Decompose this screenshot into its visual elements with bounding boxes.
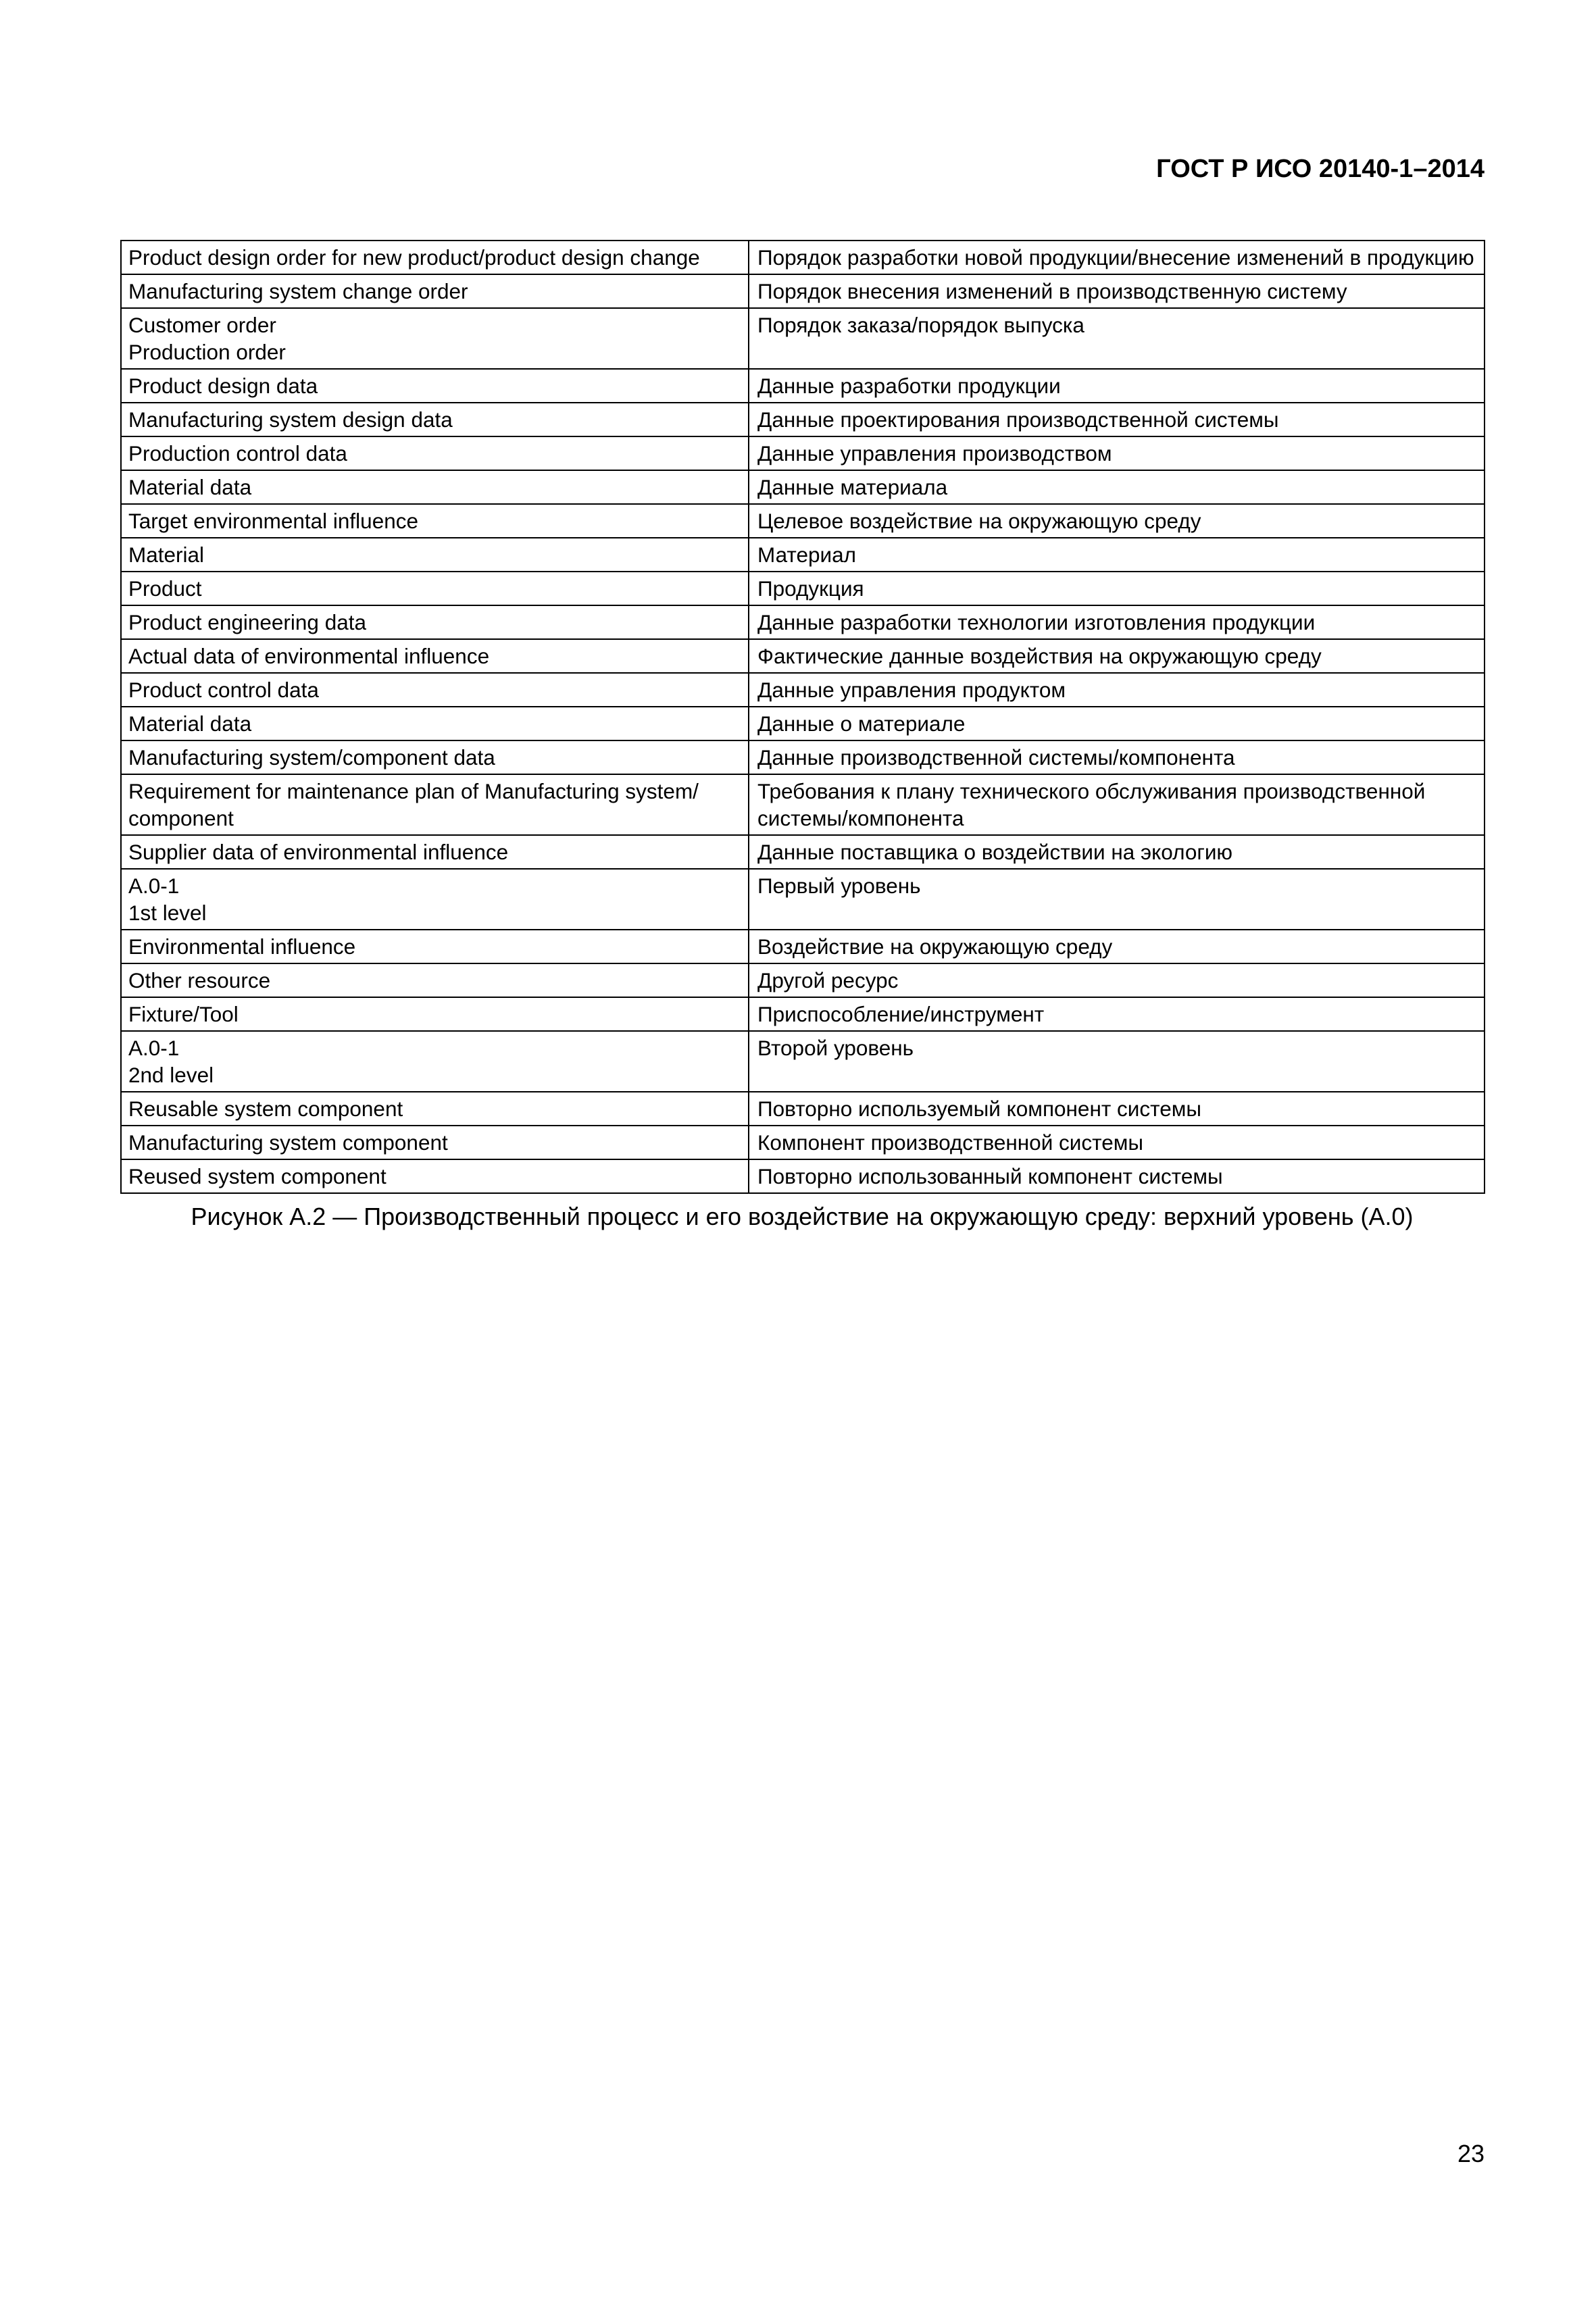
term-russian-cell <box>749 369 1485 403</box>
term-russian-text: Целевое воздействие на окружающую среду <box>757 509 1201 533</box>
term-english-cell <box>121 436 749 470</box>
term-russian-cell <box>749 930 1485 963</box>
table-row <box>121 1031 1485 1092</box>
table-row <box>121 538 1485 572</box>
table-row <box>121 308 1485 369</box>
term-english-text: Requirement for maintenance plan of Manufacturing system/ component <box>128 779 699 830</box>
term-russian-cell <box>749 241 1485 274</box>
term-russian-text: Воздействие на окружающую среду <box>757 934 1113 959</box>
term-russian-cell <box>749 740 1485 774</box>
term-russian-cell <box>749 1031 1485 1092</box>
term-russian-cell <box>749 869 1485 930</box>
standard-code-header: ГОСТ Р ИСО 20140-1–2014 <box>1156 155 1485 183</box>
term-english-text: Manufacturing system design data <box>128 407 453 432</box>
term-russian-text: Другой ресурс <box>757 968 899 992</box>
term-russian-text: Порядок внесения изменений в производственную систему <box>757 279 1347 303</box>
term-russian-cell <box>749 639 1485 673</box>
table-row <box>121 241 1485 274</box>
term-english-text: Supplier data of environmental influence <box>128 840 509 864</box>
term-english-cell <box>121 869 749 930</box>
term-russian-cell <box>749 572 1485 605</box>
term-russian-cell <box>749 504 1485 538</box>
term-english-cell <box>121 470 749 504</box>
term-english-cell <box>121 639 749 673</box>
term-english-cell <box>121 241 749 274</box>
term-russian-text: Повторно использованный компонент системы <box>757 1164 1223 1188</box>
term-english-cell <box>121 274 749 308</box>
term-russian-cell <box>749 997 1485 1031</box>
term-russian-text: Первый уровень <box>757 874 921 898</box>
term-russian-text: Требования к плану технического обслуживания производственной системы/компонента <box>757 779 1426 830</box>
term-english-text: Production control data <box>128 441 347 466</box>
term-english-text: A.0-1 1st level <box>128 874 207 925</box>
term-english-text: Material <box>128 543 205 567</box>
term-russian-cell <box>749 963 1485 997</box>
table-row <box>121 403 1485 436</box>
term-english-cell <box>121 369 749 403</box>
table-row <box>121 997 1485 1031</box>
term-russian-cell <box>749 538 1485 572</box>
term-english-cell <box>121 403 749 436</box>
term-english-text: Environmental influence <box>128 934 356 959</box>
term-english-text: Product <box>128 576 202 601</box>
term-russian-cell <box>749 1126 1485 1159</box>
figure-caption: Рисунок А.2 — Производственный процесс и его воздействие на окружающую среду: верхний уровень (А.0) <box>191 1203 1414 1230</box>
term-russian-text: Данные управления производством <box>757 441 1112 466</box>
term-english-text: Reused system component <box>128 1164 386 1188</box>
term-russian-text: Второй уровень <box>757 1036 914 1060</box>
table-row <box>121 470 1485 504</box>
term-russian-text: Данные управления продуктом <box>757 678 1066 702</box>
term-russian-cell <box>749 673 1485 707</box>
term-russian-text: Данные о материале <box>757 711 966 736</box>
table-row <box>121 436 1485 470</box>
term-russian-text: Повторно используемый компонент системы <box>757 1097 1202 1121</box>
term-russian-cell <box>749 1092 1485 1126</box>
table-row <box>121 274 1485 308</box>
term-english-cell <box>121 1126 749 1159</box>
table-row <box>121 572 1485 605</box>
term-english-text: Manufacturing system change order <box>128 279 468 303</box>
term-russian-text: Продукция <box>757 576 864 601</box>
term-english-text: Target environmental influence <box>128 509 419 533</box>
terms-table <box>120 240 1485 1194</box>
term-russian-text: Компонент производственной системы <box>757 1130 1144 1155</box>
term-russian-text: Приспособление/инструмент <box>757 1002 1045 1026</box>
term-russian-cell <box>749 1159 1485 1193</box>
term-english-text: Other resource <box>128 968 271 992</box>
term-russian-text: Данные разработки продукции <box>757 374 1061 398</box>
term-russian-cell <box>749 274 1485 308</box>
term-english-cell <box>121 308 749 369</box>
term-russian-cell <box>749 707 1485 740</box>
table-row <box>121 740 1485 774</box>
table-row <box>121 774 1485 835</box>
table-row <box>121 504 1485 538</box>
table-row <box>121 369 1485 403</box>
term-english-text: Product control data <box>128 678 319 702</box>
term-english-cell <box>121 504 749 538</box>
table-row <box>121 930 1485 963</box>
term-russian-text: Данные материала <box>757 475 948 499</box>
term-english-cell <box>121 1159 749 1193</box>
term-english-cell <box>121 740 749 774</box>
page-number: 23 <box>1457 2140 1485 2167</box>
term-russian-text: Порядок заказа/порядок выпуска <box>757 313 1084 337</box>
term-english-text: Manufacturing system/component data <box>128 745 495 770</box>
term-english-cell <box>121 774 749 835</box>
term-russian-cell <box>749 605 1485 639</box>
table-row <box>121 963 1485 997</box>
term-english-cell <box>121 963 749 997</box>
term-russian-cell <box>749 835 1485 869</box>
term-english-cell <box>121 930 749 963</box>
term-english-text: Actual data of environmental influence <box>128 644 490 668</box>
term-russian-cell <box>749 403 1485 436</box>
term-english-text: Product engineering data <box>128 610 367 634</box>
term-english-cell <box>121 572 749 605</box>
table-row <box>121 639 1485 673</box>
term-english-text: Material data <box>128 475 252 499</box>
term-russian-text: Данные поставщика о воздействии на экологию <box>757 840 1233 864</box>
term-russian-cell <box>749 436 1485 470</box>
term-russian-text: Данные разработки технологии изготовления продукции <box>757 610 1316 634</box>
table-row <box>121 1126 1485 1159</box>
term-english-text: Reusable system component <box>128 1097 403 1121</box>
terms-table-body <box>121 241 1485 1193</box>
term-russian-cell <box>749 308 1485 369</box>
term-english-cell <box>121 1092 749 1126</box>
term-english-cell <box>121 1031 749 1092</box>
term-english-cell <box>121 605 749 639</box>
term-russian-text: Материал <box>757 543 857 567</box>
table-row <box>121 1092 1485 1126</box>
term-english-cell <box>121 707 749 740</box>
table-row <box>121 835 1485 869</box>
term-russian-text: Данные проектирования производственной системы <box>757 407 1279 432</box>
term-english-text: Customer order Production order <box>128 313 286 364</box>
term-english-cell <box>121 538 749 572</box>
term-english-text: Fixture/Tool <box>128 1002 239 1026</box>
term-english-text: Manufacturing system component <box>128 1130 448 1155</box>
term-english-text: A.0-1 2nd level <box>128 1036 214 1087</box>
term-russian-cell <box>749 470 1485 504</box>
term-russian-text: Данные производственной системы/компонента <box>757 745 1235 770</box>
term-russian-text: Фактические данные воздействия на окружающую среду <box>757 644 1322 668</box>
term-english-text: Product design data <box>128 374 318 398</box>
table-row <box>121 673 1485 707</box>
term-english-cell <box>121 673 749 707</box>
table-row <box>121 1159 1485 1193</box>
term-english-cell <box>121 997 749 1031</box>
table-row <box>121 605 1485 639</box>
table-row <box>121 707 1485 740</box>
term-russian-text: Порядок разработки новой продукции/внесение изменений в продукцию <box>757 245 1474 270</box>
term-english-cell <box>121 835 749 869</box>
term-english-text: Material data <box>128 711 252 736</box>
term-russian-cell <box>749 774 1485 835</box>
table-row <box>121 869 1485 930</box>
term-english-text: Product design order for new product/product design change <box>128 245 700 270</box>
